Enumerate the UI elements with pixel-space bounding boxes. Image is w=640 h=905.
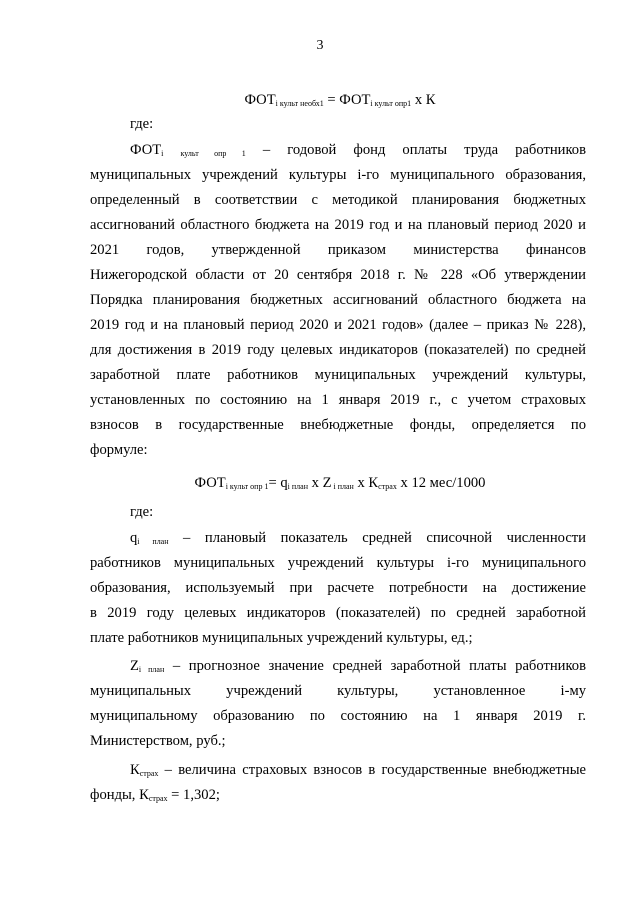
text-line: ассигнований областного бюджета на 2019 год и на плановый период 2020 и bbox=[90, 217, 586, 233]
text-line: образования, используемый при расчете потребности на достижение bbox=[90, 580, 586, 596]
text-line: муниципальному образованию по состоянию на 1 января 2019 г. bbox=[90, 708, 586, 724]
text-line: взносов в государственные внебюджетные фонды, определяется по bbox=[90, 417, 586, 433]
formula-subscript: i план bbox=[331, 482, 354, 491]
text-line: формуле: bbox=[90, 442, 148, 458]
formula-subscript: i план bbox=[287, 482, 308, 491]
formula-term: ФОТ bbox=[194, 475, 226, 491]
text: – прогнозное значение средней заработной платы работников bbox=[164, 658, 586, 674]
text-line: определенный в соответствии с методикой планирования бюджетных bbox=[90, 192, 586, 208]
text-line: в 2019 году целевых индикаторов (показателей) по средней заработной bbox=[90, 605, 586, 621]
text: – плановый показатель средней списочной численности bbox=[168, 530, 586, 546]
text-line: Порядка планирования бюджетных ассигнований областного бюджета на bbox=[90, 292, 586, 308]
symbol: $Z_{i план}$ bbox=[130, 658, 165, 674]
text-line: муниципальных учреждений культуры, установленное i-му bbox=[90, 683, 586, 699]
formula-term: х 12 мес/1000 bbox=[396, 475, 486, 491]
text-line: заработной плате работников муниципальных учреждений культуры, bbox=[90, 367, 586, 383]
text-line bbox=[130, 140, 586, 164]
text-line bbox=[130, 656, 586, 680]
formula-fot-defined bbox=[0, 473, 640, 497]
text: – величина страховых взносов в государственные внебюджетные bbox=[158, 762, 586, 778]
text-line: фонды, $К_{страх} = 1,302$; bbox=[90, 787, 220, 803]
text-line: 2021 годов, утвержденной приказом министерства финансов bbox=[90, 242, 586, 258]
text-line: плате работников муниципальных учреждений культуры, ед.; bbox=[90, 630, 473, 646]
formula-term: ФОТ bbox=[244, 92, 276, 108]
where-label: где: bbox=[130, 504, 154, 520]
formula-term: = q bbox=[268, 475, 288, 491]
page-number: 3 bbox=[316, 38, 324, 53]
text-line bbox=[130, 760, 586, 784]
formula-subscript: i культ опр 1 bbox=[225, 482, 269, 491]
symbol: $К_{страх}$ bbox=[130, 762, 159, 778]
formula-subscript: i культ необх1 bbox=[275, 99, 324, 108]
text-line: Нижегородской области от 20 сентября 2018 г. № 228 «Об утверждении bbox=[90, 267, 586, 283]
formula-subscript: i культ опр1 bbox=[370, 99, 412, 108]
text-line: муниципальных учреждений культуры i-го муниципального образования, bbox=[90, 167, 586, 183]
text: – годовой фонд оплаты труда работников bbox=[262, 142, 586, 158]
where-label: где: bbox=[130, 116, 154, 132]
formula-term: = ФОТ bbox=[323, 92, 371, 108]
formula-subscript: страх bbox=[378, 482, 397, 491]
text-line: установленных по состоянию на 1 января 2019 г., с учетом страховых bbox=[90, 392, 586, 408]
text-line bbox=[130, 528, 586, 552]
symbol: $ФОТ_i$ bbox=[130, 142, 164, 158]
text-line: работников муниципальных учреждений культуры i-го муниципального bbox=[90, 555, 586, 571]
text-line: для достижения в 2019 году целевых индикаторов (показателей) по средней bbox=[90, 342, 586, 358]
text-line: Министерством, руб.; bbox=[90, 733, 226, 749]
formula-term: х К bbox=[411, 92, 436, 108]
text-line: 2019 год и на плановый период 2020 и 2021 годов» (далее – приказ № 228), bbox=[90, 317, 586, 333]
formula-term: х Z bbox=[307, 475, 332, 491]
symbol-subscript: культ опр 1 bbox=[180, 149, 246, 158]
formula-fot-required bbox=[0, 90, 640, 114]
symbol: $q_{i план}$ bbox=[130, 530, 169, 546]
formula-term: х К bbox=[353, 475, 379, 491]
